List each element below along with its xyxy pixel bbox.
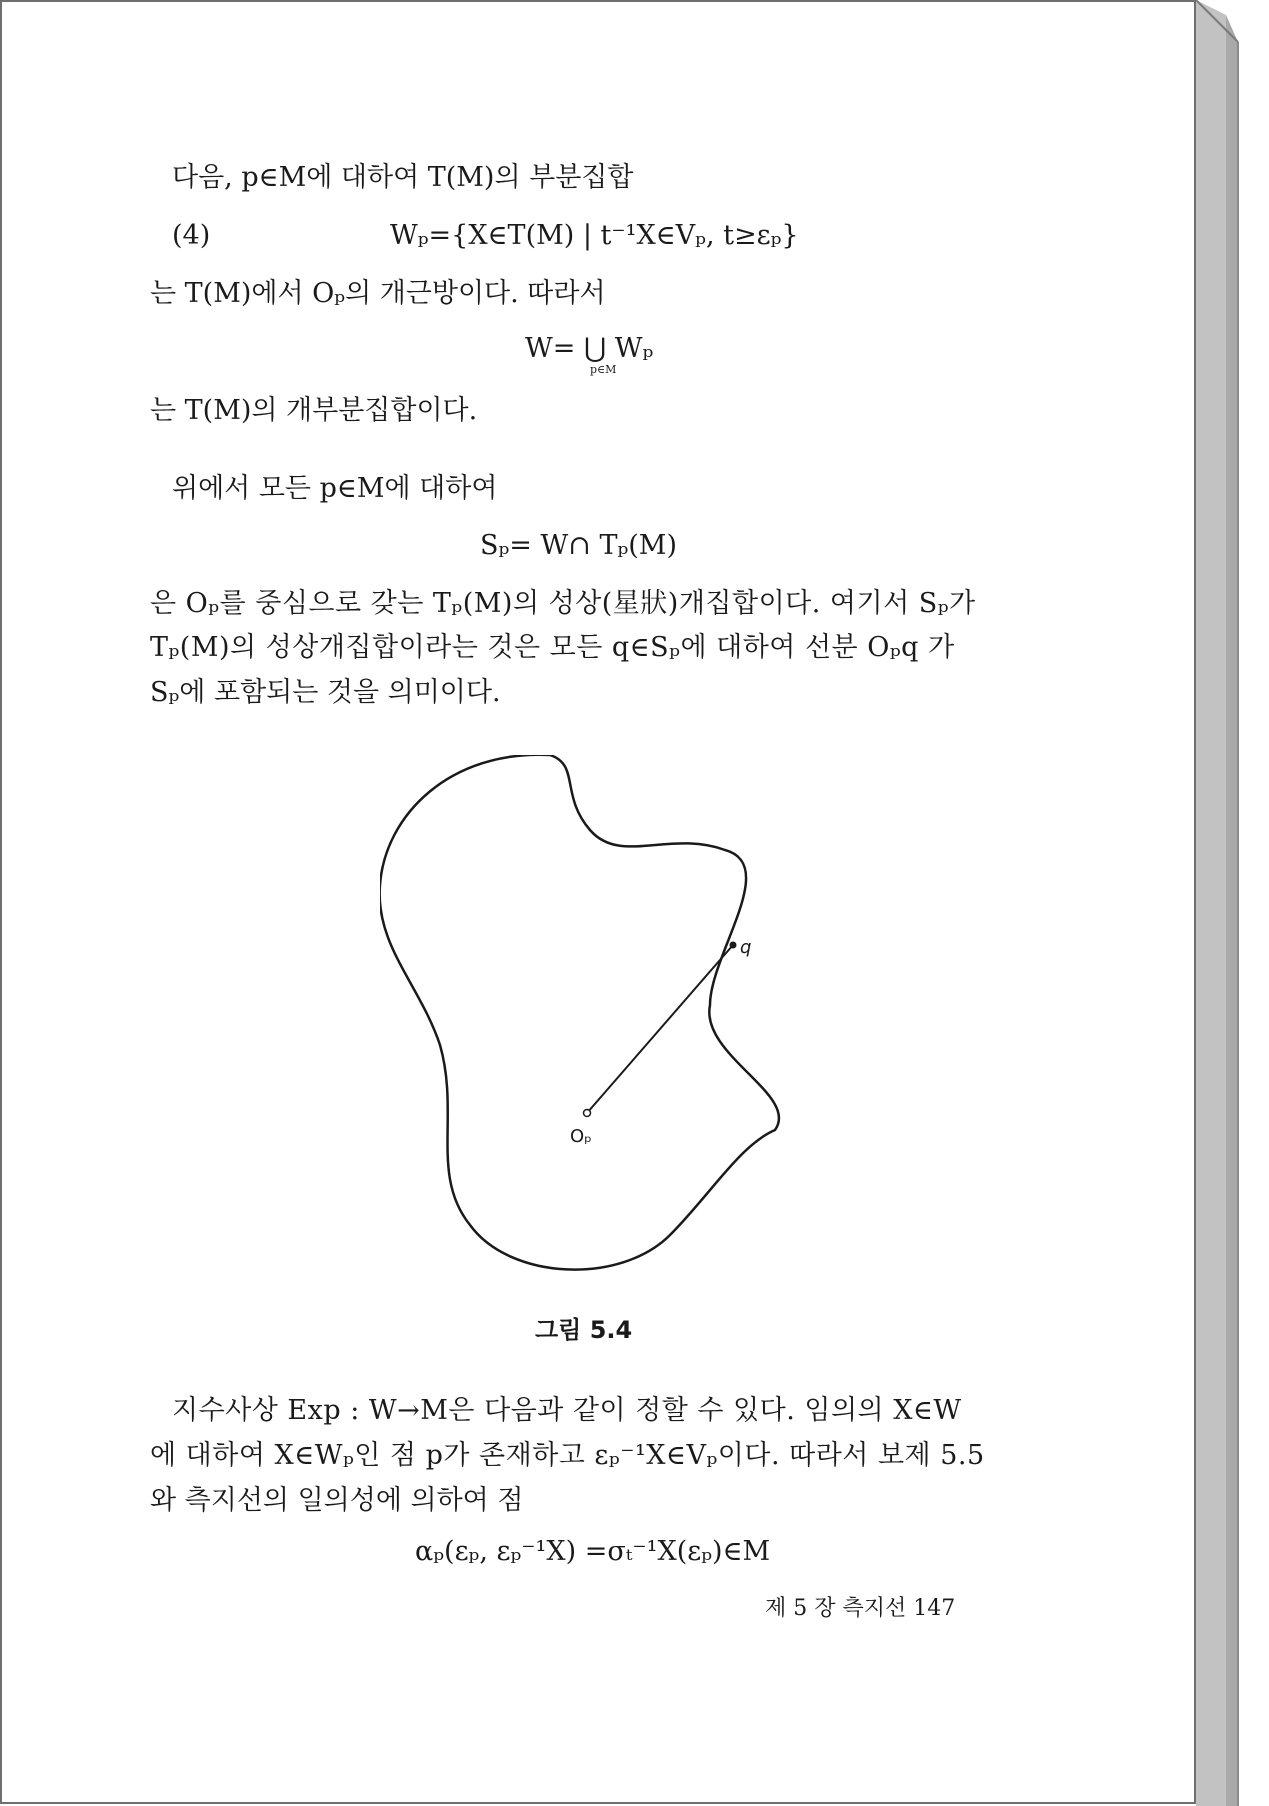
label-q: q: [740, 937, 752, 958]
star-shaped-region-outline: [380, 755, 779, 1270]
page-stack-edge: [1196, 0, 1269, 1806]
point-op: [584, 1110, 591, 1117]
point-q: [730, 942, 737, 949]
equation-number-4: (4): [172, 220, 211, 251]
text-line-5: 는 T(M)의 개부분집합이다.: [150, 395, 478, 426]
text-line-10: Sₚ에 포함되는 것을 의미이다.: [150, 677, 501, 708]
figure-caption: 그림 5.4: [535, 1316, 633, 1344]
text-line-6: 위에서 모든 p∈M에 대하여: [172, 473, 498, 504]
equation-4: Wₚ={X∈T(M) | t⁻¹X∈Vₚ, t≥εₚ}: [390, 220, 799, 251]
segment-op-q: [587, 945, 733, 1113]
text-line-8: 은 Oₚ를 중심으로 갖는 Tₚ(M)의 성상(星狀)개집합이다. 여기서 Sₚ가: [150, 588, 976, 619]
text-line-13: 와 측지선의 일의성에 의하여 점: [150, 1485, 524, 1516]
figure-star-shaped-set: [380, 755, 840, 1295]
text-line-11: 지수사상 Exp : W→M은 다음과 같이 정할 수 있다. 임의의 X∈W: [172, 1395, 962, 1426]
label-op: Oₚ: [570, 1126, 592, 1147]
equation-alpha: αₚ(εₚ, εₚ⁻¹X) =σₜ⁻¹X(εₚ)∈M: [415, 1536, 771, 1567]
text-line-1: 다음, p∈M에 대하여 T(M)의 부분집합: [172, 162, 634, 193]
text-line-9: Tₚ(M)의 성상개집합이라는 것은 모든 q∈Sₚ에 대하여 선분 Oₚq 가: [150, 632, 955, 663]
equation-s: Sₚ= W∩ Tₚ(M): [480, 530, 677, 561]
text-line-3: 는 T(M)에서 Oₚ의 개근방이다. 따라서: [150, 278, 606, 309]
equation-w-subscript: p∈M: [590, 363, 617, 376]
page-footer: 제 5 장 측지선 147: [765, 1596, 956, 1621]
text-line-12: 에 대하여 X∈Wₚ인 점 p가 존재하고 εₚ⁻¹X∈Vₚ이다. 따라서 보제 5.5: [150, 1440, 985, 1471]
equation-w: W= ⋃ Wₚ: [525, 333, 654, 364]
